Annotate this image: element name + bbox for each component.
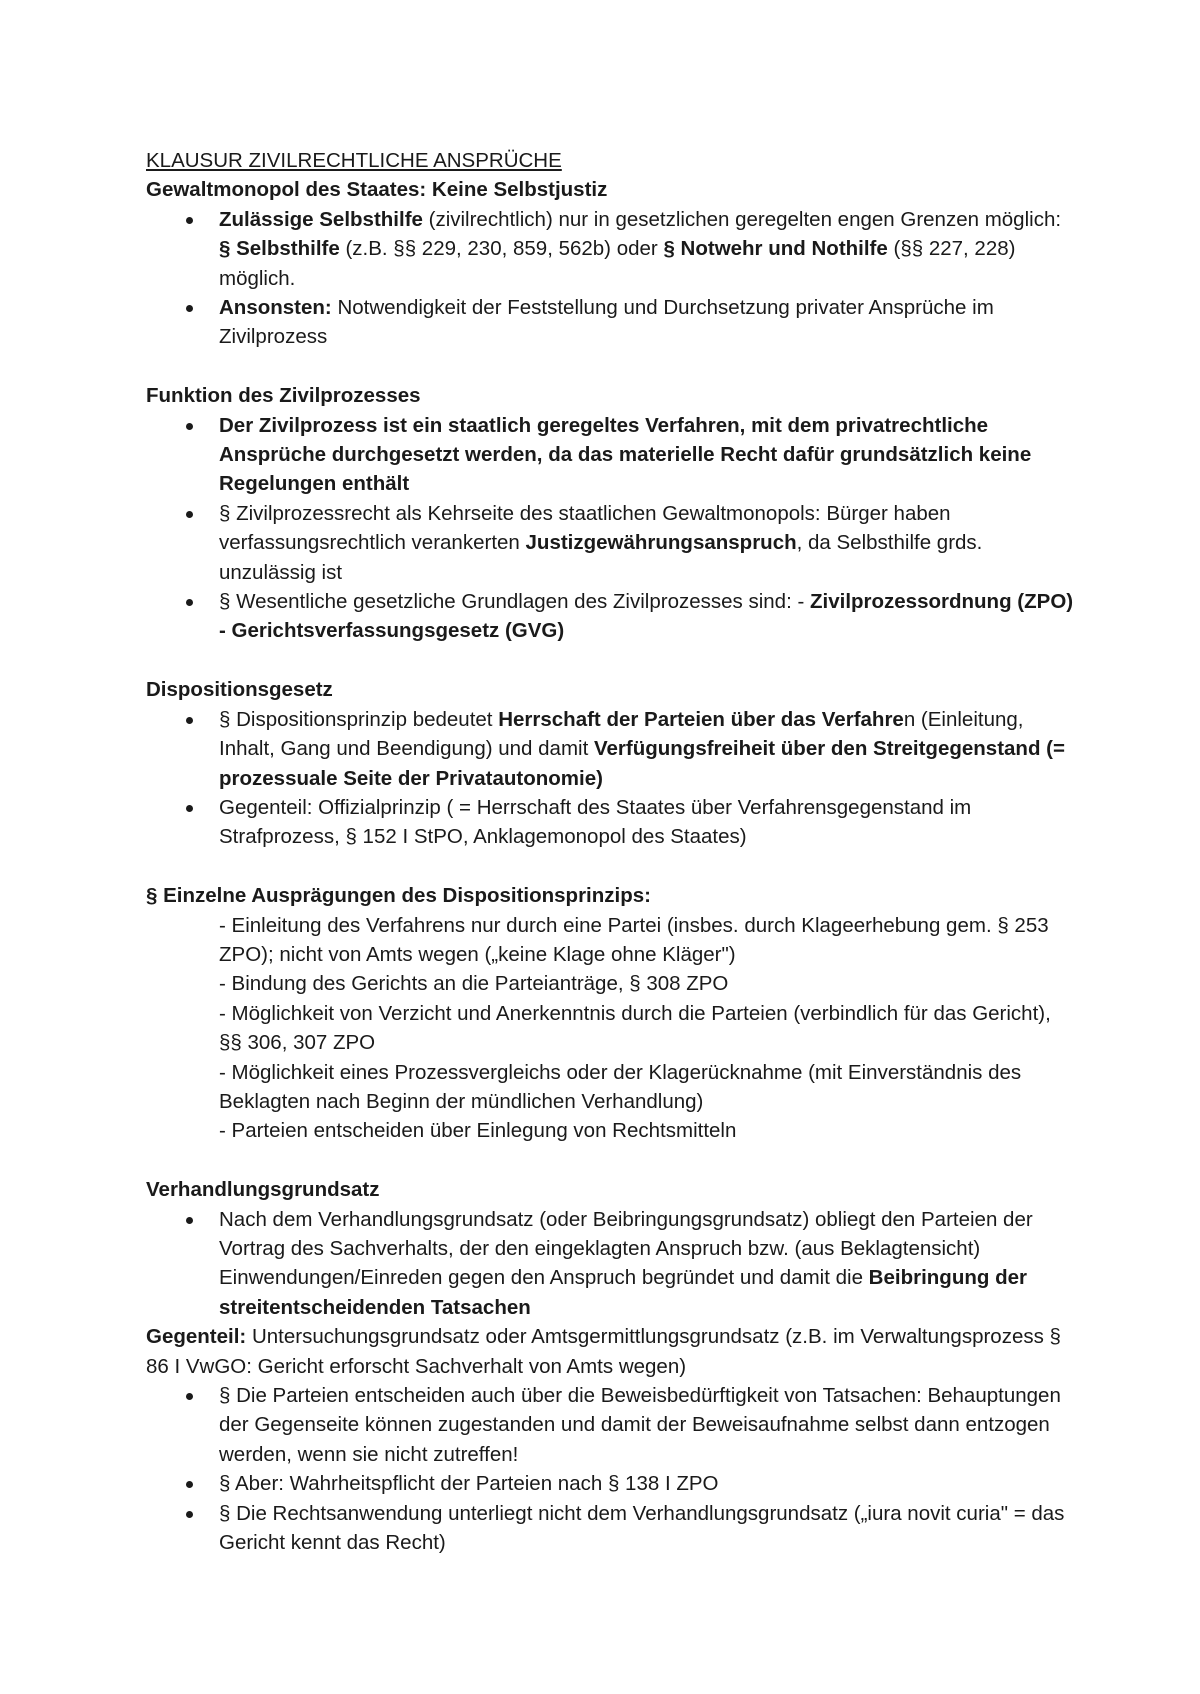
bullet-item (146, 205, 1076, 293)
dash-item: - Möglichkeit eines Prozessvergleichs oder der Klagerücknahme (mit Einverständnis des Beklagten nach Beginn der mündlichen Verhandlung) (219, 1060, 1022, 1113)
bullet-item (146, 1381, 1076, 1469)
text-run: n (Einleitung, Inhalt, Gang und Beendigung) und damit (219, 707, 1024, 761)
bullet-item (146, 1499, 1076, 1558)
bullet-item (146, 705, 1076, 793)
text-run: Untersuchungsgrundsatz oder Amtsgermittlungsgrundsatz (z.B. im Verwaltungsprozess § 86 I VwGO: Gericht erforscht Sachverhalt von Amts wegen) (146, 1325, 1061, 1378)
text-run: § Die Rechtsanwendung unterliegt nicht dem Verhandlungsgrundsatz („iura novit curia" = das Gericht kennt das Recht) (219, 1501, 1065, 1555)
paragraph-gegenteil (146, 1322, 1076, 1381)
bullet-item (146, 499, 1076, 587)
bullet-item (146, 587, 1076, 646)
text-run-bold: § Selbsthilfe (219, 237, 340, 261)
section-heading-verhandlungsgrundsatz: Verhandlungsgrundsatz (146, 1178, 380, 1202)
text-run: § Zivilprozessrecht als Kehrseite des staatlichen Gewaltmonopols: Bürger haben verfassungsrechtlich verankerten (219, 501, 951, 555)
text-run: (z.B. §§ 229, 230, 859, 562b) oder (339, 237, 664, 261)
text-run: , da Selbsthilfe grds. unzulässig ist (219, 531, 983, 584)
bullet-item (146, 1469, 1076, 1498)
text-run-bold: Ansonsten: (219, 296, 332, 320)
blank-line (146, 646, 1076, 675)
section-heading-auspraegungen: § Einzelne Ausprägungen des Dispositionsprinzips: (146, 884, 651, 908)
dash-list (146, 911, 1076, 1146)
bullet-list (146, 705, 1076, 852)
text-run: Nach dem Verhandlungsgrundsatz (oder Beibringungsgrundsatz) obliegt den Parteien der Vortrag des Sachverhalts, der den eingeklagten Anspruch bzw. (aus Beklagtensicht) Einwendungen/Einreden gegen den Anspruch begründet und damit die (219, 1207, 1033, 1290)
text-run: Gegenteil: Offizialprinzip ( = Herrschaft des Staates über Verfahrensgegenstand im Strafprozess, § 152 I StPO, Anklagemonopol des Staates) (219, 795, 972, 849)
bullet-list (146, 1381, 1076, 1557)
bullet-item (146, 1205, 1076, 1323)
text-run: (§§ 227, 228) möglich. (219, 237, 1016, 290)
text-run: (zivilrechtlich) nur in gesetzlichen geregelten engen Grenzen möglich: (422, 207, 1062, 231)
dash-item: - Bindung des Gerichts an die Parteianträge, § 308 ZPO (219, 972, 729, 996)
text-run: § Die Parteien entscheiden auch über die Beweisbedürftigkeit von Tatsachen: Behauptungen der Gegenseite können zugestanden und damit der Beweisaufnahme selbst dann entzogen werden, wenn sie nicht zutreffen! (219, 1384, 1061, 1466)
bullet-list (146, 1205, 1076, 1323)
blank-line (146, 352, 1076, 381)
text-run-bold: § Notwehr und Nothilfe (663, 237, 888, 261)
dash-item: - Möglichkeit von Verzicht und Anerkenntnis durch die Parteien (verbindlich für das Gericht), §§ 306, 307 ZPO (219, 1001, 1051, 1055)
text-run: Notwendigkeit der Feststellung und Durchsetzung privater Ansprüche im Zivilprozess (219, 296, 994, 349)
text-run-bold: Herrschaft der Parteien über das Verfahre (498, 707, 904, 731)
section-heading-dispositionsgesetz: Dispositionsgesetz (146, 678, 333, 702)
bullet-item (146, 293, 1076, 352)
bullet-list (146, 205, 1076, 352)
text-run-bold: Verfügungsfreiheit über den Streitgegenstand (= prozessuale Seite der Privatautonomie) (219, 737, 1065, 790)
bullet-list (146, 411, 1076, 646)
text-run: § Aber: Wahrheitspflicht der Parteien nach § 138 I ZPO (219, 1472, 719, 1496)
dash-item: - Parteien entscheiden über Einlegung von Rechtsmitteln (219, 1119, 737, 1143)
bullet-item (146, 411, 1076, 499)
text-run-bold: Der Zivilprozess ist ein staatlich geregeltes Verfahren, mit dem privatrechtliche Ansprüche durchgesetzt werden, da das materielle Recht dafür grundsätzlich keine Regelungen enthält (219, 413, 1032, 496)
bullet-item (146, 793, 1076, 852)
text-run-bold: Zivilprozessordnung (ZPO) - Gerichtsverfassungsgesetz (GVG) (219, 590, 1074, 643)
text-run-bold: Beibringung der streitentscheidenden Tatsachen (219, 1266, 1027, 1319)
blank-line (146, 852, 1076, 881)
document-page (146, 146, 1076, 1557)
text-run-bold: Justizgewährungsanspruch (525, 531, 797, 555)
text-run: § Dispositionsprinzip bedeutet (219, 707, 499, 731)
dash-item: - Einleitung des Verfahrens nur durch eine Partei (insbes. durch Klageerhebung gem. § 253 ZPO); nicht von Amts wegen („keine Klage ohne Kläger") (219, 913, 1049, 966)
section-heading-gewaltmonopol: Gewaltmonopol des Staates: Keine Selbstjustiz (146, 178, 608, 202)
text-run-bold: Zulässige Selbsthilfe (219, 207, 423, 231)
blank-line (146, 1146, 1076, 1175)
section-heading-funktion: Funktion des Zivilprozesses (146, 384, 421, 408)
document-title: KLAUSUR ZIVILRECHTLICHE ANSPRÜCHE (146, 149, 562, 172)
text-run: § Wesentliche gesetzliche Grundlagen des Zivilprozesses sind: - (219, 590, 810, 614)
text-run-bold: Gegenteil: (146, 1325, 247, 1349)
